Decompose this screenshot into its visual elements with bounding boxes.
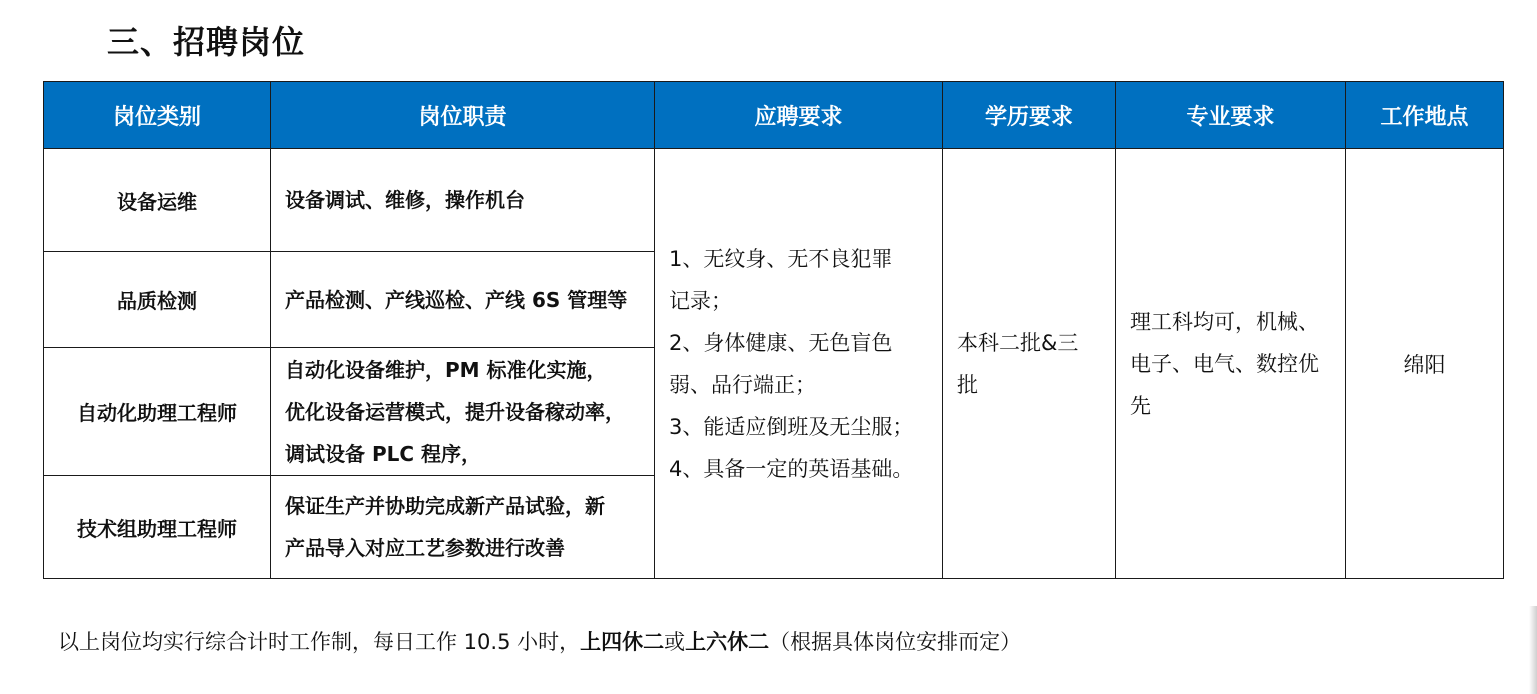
header-major: 专业要求 — [1116, 82, 1346, 149]
major-line: 先 — [1130, 393, 1151, 418]
requirement-line: 1、无纹身、无不良犯罪 — [669, 246, 893, 271]
major-cell — [1116, 149, 1346, 579]
note-schedule-option-2: 上六休二 — [685, 630, 770, 654]
requirement-line: 4、具备一定的英语基础。 — [669, 456, 914, 481]
education-line: 本科二批&三 — [957, 330, 1079, 355]
duty-line: 调试设备 PLC 程序， — [285, 441, 482, 466]
header-requirements: 应聘要求 — [655, 82, 943, 149]
page-edge-shadow — [1529, 606, 1537, 694]
requirement-line: 记录； — [669, 288, 732, 313]
table-header-row — [44, 82, 1504, 149]
note-text: 以上岗位均实行综合计时工作制，每日工作 10.5 小时， — [58, 630, 581, 654]
requirements-cell — [655, 149, 943, 579]
header-education: 学历要求 — [943, 82, 1116, 149]
requirement-line: 2、身体健康、无色盲色 — [669, 330, 893, 355]
duty-line: 设备调试、维修，操作机台 — [285, 188, 525, 212]
education-cell — [943, 149, 1116, 579]
major-line: 电子、电气、数控优 — [1130, 351, 1319, 376]
note-text: 或 — [664, 630, 686, 654]
section-title: 三、招聘岗位 — [107, 23, 306, 61]
row-category: 品质检测 — [44, 252, 271, 348]
row-category: 自动化助理工程师 — [44, 348, 271, 476]
work-schedule-note — [58, 624, 1021, 660]
education-line: 批 — [957, 372, 978, 397]
duty-line: 产品导入对应工艺参数进行改善 — [285, 536, 565, 560]
row-category: 设备运维 — [44, 149, 271, 252]
note-text: （根据具体岗位安排而定） — [769, 630, 1022, 654]
duty-line: 产品检测、产线巡检、产线 6S 管理等 — [285, 287, 628, 312]
job-positions-table — [43, 81, 1504, 579]
note-schedule-option-1: 上四休二 — [580, 630, 665, 654]
row-duty — [271, 476, 655, 579]
requirement-line: 3、能适应倒班及无尘服； — [669, 414, 914, 439]
location-cell: 绵阳 — [1346, 149, 1504, 579]
duty-line: 自动化设备维护，PM 标准化实施， — [285, 357, 607, 382]
duty-line: 保证生产并协助完成新产品试验，新 — [285, 494, 605, 518]
row-duty — [271, 149, 655, 252]
header-location: 工作地点 — [1346, 82, 1504, 149]
header-category: 岗位类别 — [44, 82, 271, 149]
major-line: 理工科均可，机械、 — [1130, 309, 1319, 334]
header-duty: 岗位职责 — [271, 82, 655, 149]
row-duty — [271, 348, 655, 476]
row-category: 技术组助理工程师 — [44, 476, 271, 579]
requirement-line: 弱、品行端正； — [669, 372, 816, 397]
duty-line: 优化设备运营模式，提升设备稼动率， — [285, 399, 625, 424]
row-duty — [271, 252, 655, 348]
table-row — [44, 149, 1504, 252]
